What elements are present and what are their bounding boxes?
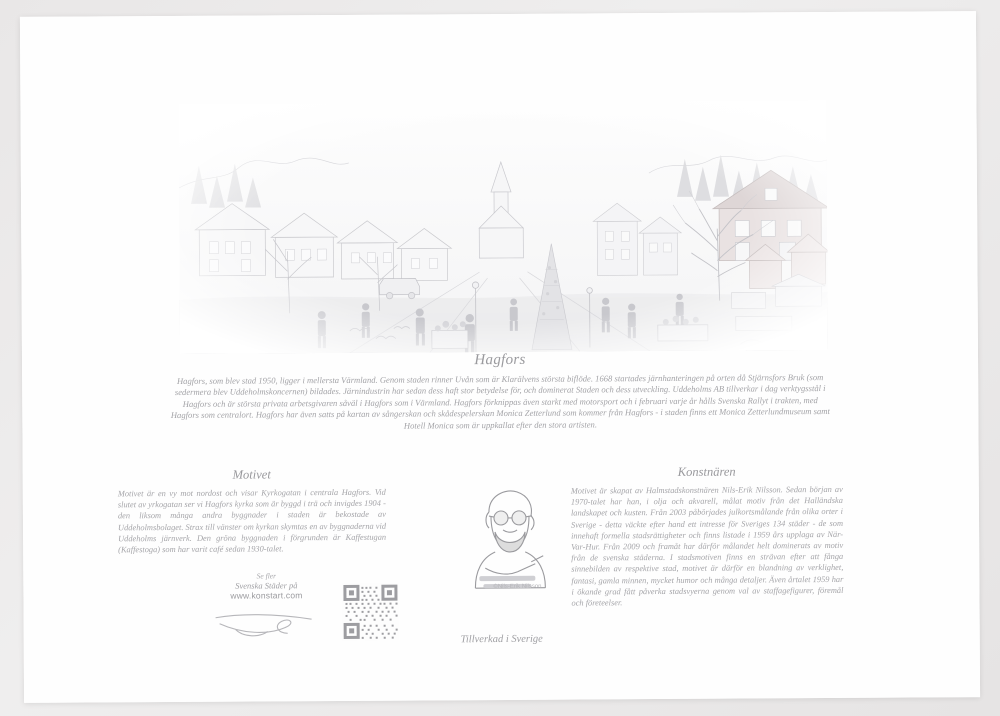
konstnaren-heading: Konstnären xyxy=(677,464,736,479)
made-in-sweden-text: Tillverkad i Sverige xyxy=(460,633,543,646)
konstart-url[interactable]: www.konstart.com xyxy=(230,590,303,601)
konstnaren-body: Motivet är skapat av Halmstadskonstnären Nils-Erik Nilsson. Sedan början av 1970-talet har han, i olja och akvarell, målat motiv från det Halländska landskapet och kusten. Från 2003 påbörjades julkortsmålande från olika orter i Sverige - detta väckte efter hand ett intresse för Sveriges 134 städer - de som innehaft formella stadsrättigheter och finns listade i 1959 års upplaga av När-Var-Hur. Från 2009 och framåt har därför målandet helt dominerats av motiv från de svenska städerna. I stadsmotiven finns en strävan efter att fånga sinnebilden av respektive stad, motivet är därför en blandning av verklighet, fantasi, gamla minnen, mycket humor och många detaljer. Även årtalet 1959 har i ökande grad fått påverka stadsvyerna genom val av staffagefigurer, föremål och företeelser. xyxy=(570,484,844,608)
logo-line-2: Svenska Städer på xyxy=(235,580,298,591)
artist-signature: ©Nils-Erik Nilsson xyxy=(493,583,542,591)
qr-code-icon[interactable] xyxy=(341,583,399,641)
qr-code-image[interactable] xyxy=(341,583,399,641)
motivet-body: Motivet är en vy mot nordost och visar Kyrkogatan i centrala Hagfors. Vid slutet av yrkogatan ser vi Hagfors kyrka som är byggd i trä och invigdes 1904 - den liksom många andra byggnader i staden är bekostade av Uddeholmsbolaget. Strax till vänster om kyrkan skymtas en av byggnaderna vid Uddeholms järnverk. Den gröna byggnaden i förgrunden är Kaffestugan (Kaffestoga) som har varit café sedan 1930-talet. xyxy=(117,487,387,555)
poster-surface xyxy=(20,11,980,703)
logo-line-1: Se fler xyxy=(256,571,277,581)
city-illustration xyxy=(178,100,828,354)
motivet-heading: Motivet xyxy=(232,467,271,482)
intro-paragraph: Hagfors, som blev stad 1950, ligger i mellersta Värmland. Genom staden rinner Uvån som är Klarälvens största biflöde. 1668 startades järnhanteringen på orten då Stjärnsfors Bruk (som sedermera blev Uddeholmskoncernen) bildades. Järnindustrin har sedan dess haft stor betydelse för, och dominerat Staden och dess utveckling. Uddeholms AB tillverkar i dag verktygsstål i Hagfors och är största privata arbetsgivaren såväl i Hagfors som i Värmland. Hagfors förknippas även starkt med motorsport och i februari varje år hålls Svenska Rallyt i trakten, med Hagfors som centralort. Hagfors har även satts på kartan av sångerskan och skådespelerskan Monica Zetterlund som kommer från Hagfors - i staden finns ett Monica Zetterlundmuseum samt Hotell Monica som är uppkallat efter den stora artisten. xyxy=(170,372,830,431)
page-title: Hagfors xyxy=(474,351,526,369)
illustration-artwork xyxy=(178,100,828,354)
konstnaren-column xyxy=(571,464,844,609)
motivet-column xyxy=(118,467,387,556)
poster-sheet xyxy=(20,11,980,703)
konstart-logo[interactable] xyxy=(201,571,331,642)
